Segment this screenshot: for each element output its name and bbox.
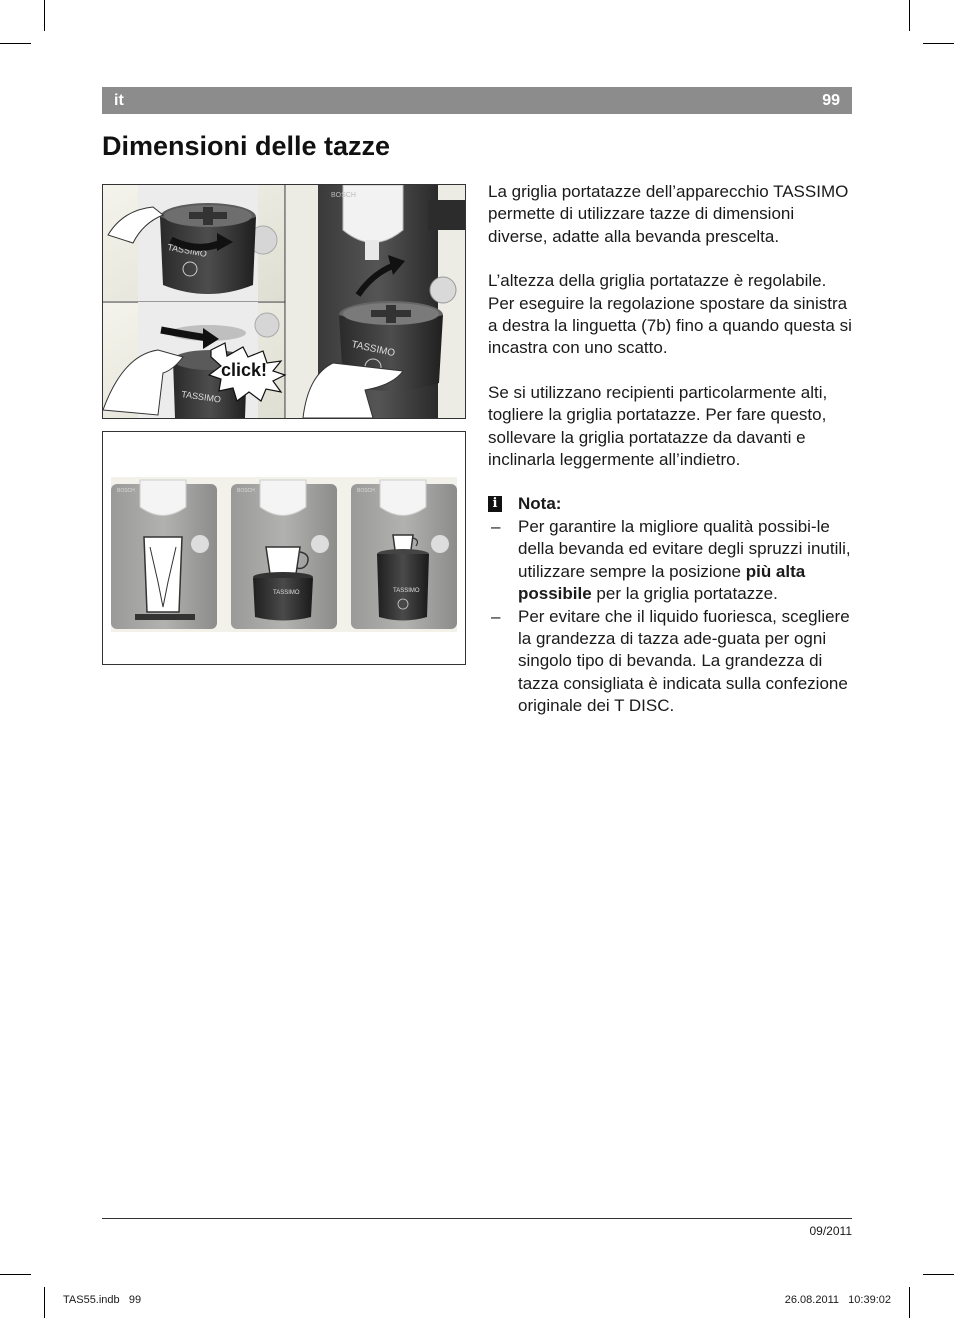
print-slug-file: TAS55.indb 99	[63, 1294, 142, 1306]
paragraph: Se si utilizzano recipienti particolarmente alti, togliere la griglia portatazze. Per fare questo, sollevare la griglia portatazze da davanti e inclinarla leggermente all’indietro.	[488, 382, 828, 470]
list-dash: –	[491, 516, 501, 536]
crop-mark	[909, 1287, 910, 1318]
paragraph: L’altezza della griglia portatazze è regolabile. Per eseguire la regolazione spostare da sinistra a destra la linguetta (7b) fino a quando questa si incastra con uno scatto.	[488, 271, 852, 358]
machine-logo-text: BOSCH	[331, 192, 356, 199]
note-heading	[488, 493, 856, 515]
list-item	[488, 516, 856, 606]
crop-mark	[909, 0, 910, 31]
machine-logo-3: BOSCH	[357, 488, 375, 494]
holder-brand-2: TASSIMO	[273, 590, 300, 596]
body-text	[488, 181, 856, 718]
machine-logo-2: BOSCH	[237, 488, 255, 494]
footer-date: 09/2011	[809, 1224, 852, 1238]
crop-mark	[0, 1274, 31, 1275]
note-text: per la griglia portatazze.	[591, 584, 778, 604]
note-text: Per evitare che il liquido fuoriesca, scegliere la grandezza di tazza ade-guata per ogni singolo tipo di bevanda. La grandezza di tazza consigliata è indicata sulla confezione originale dei T DISC.	[518, 606, 850, 716]
cup-grid-adjust-figure	[102, 184, 466, 419]
machine-logo-1: BOSCH	[117, 488, 135, 494]
crop-mark	[44, 1287, 45, 1318]
holder-brand-3: TASSIMO	[393, 588, 420, 594]
crop-mark	[0, 43, 31, 44]
cup-grid-adjust-illustration	[103, 185, 465, 418]
cup-sizes-illustration	[103, 432, 465, 664]
page-title: Dimensioni delle tazze	[102, 131, 391, 161]
header-bar	[102, 87, 852, 114]
crop-mark	[44, 0, 45, 31]
paragraph: La griglia portatazze dell’apparecchio TASSIMO permette di utilizzare tazze di dimensioni diverse, adatte alla bevanda prescelta.	[488, 182, 849, 246]
info-icon: i	[488, 496, 502, 512]
footer-rule	[102, 1218, 852, 1219]
crop-mark	[923, 43, 954, 44]
list-dash: –	[491, 606, 501, 626]
crop-mark	[923, 1274, 954, 1275]
language-code: it	[114, 92, 124, 109]
holder-brand-text: TASSIMO	[166, 242, 208, 259]
note-list	[488, 516, 856, 718]
note-emphasis: più alta possibile	[518, 561, 806, 604]
note-text: Per garantire la migliore qualità possibi-le della bevanda ed evitare degli spruzzi inutili, utilizzare sempre la posizione	[518, 516, 851, 581]
holder-brand-text-3: TASSIMO	[350, 339, 396, 360]
print-slug-timestamp: 26.08.2011 10:39:02	[784, 1294, 891, 1306]
holder-brand-text-2: TASSIMO	[180, 389, 222, 405]
note-label: Nota:	[518, 494, 562, 514]
page-number: 99	[822, 92, 840, 109]
click-label: click!	[221, 360, 268, 380]
list-item	[488, 606, 856, 718]
cup-sizes-figure	[102, 431, 466, 665]
